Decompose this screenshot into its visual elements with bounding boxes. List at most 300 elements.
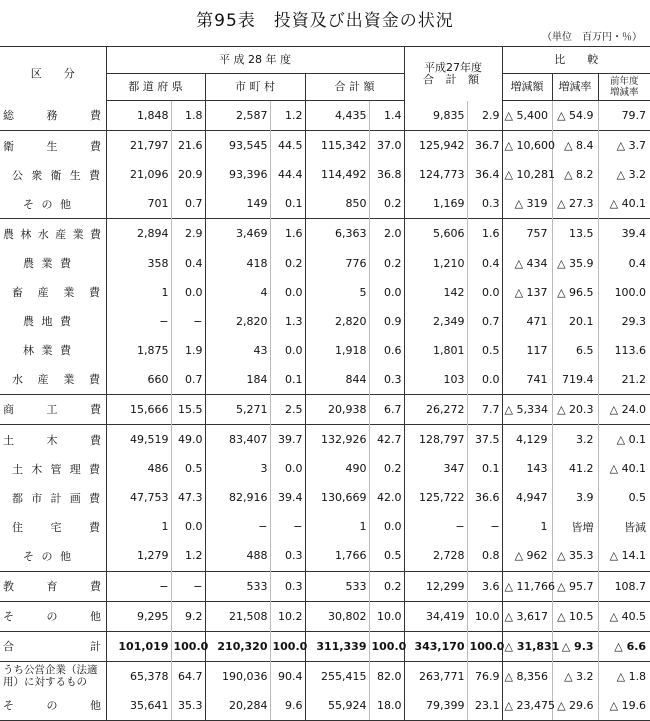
cell-value: 486 — [106, 454, 171, 483]
cell-value: △ 8.2 — [552, 160, 598, 189]
cell-value: 9,835 — [404, 101, 467, 131]
row-label-text: 都市計画費 — [12, 491, 100, 505]
table-header — [0, 47, 650, 101]
cell-value: 0.0 — [270, 336, 305, 365]
cell-value: △ 24.0 — [598, 394, 650, 424]
row-label — [0, 425, 106, 455]
cell-value: 42.0 — [369, 483, 404, 512]
cell-value: 20.1 — [552, 307, 598, 336]
cell-value: 1,210 — [404, 248, 467, 277]
cell-value: △ 8,356 — [502, 661, 552, 691]
cell-value: 0.2 — [369, 454, 404, 483]
row-label — [0, 131, 106, 161]
cell-value: △ 20.3 — [552, 394, 598, 424]
row-label-text: 住宅費 — [12, 520, 100, 534]
cell-value: − — [467, 512, 502, 541]
cell-value: 2,820 — [205, 307, 270, 336]
cell-value: 5 — [305, 278, 369, 307]
cell-value: 124,773 — [404, 160, 467, 189]
cell-value: 皆増 — [552, 512, 598, 541]
cell-value: 0.3 — [369, 365, 404, 395]
cell-value: 1.8 — [171, 101, 205, 131]
table-row — [0, 512, 650, 541]
row-label — [0, 571, 106, 601]
cell-value: 36.4 — [467, 160, 502, 189]
cell-value: △ 3.2 — [598, 160, 650, 189]
cell-value: 101,019 — [106, 631, 171, 661]
cell-value: 49,519 — [106, 425, 171, 455]
cell-value: 21.2 — [598, 365, 650, 395]
cell-value: 1.6 — [270, 219, 305, 249]
cell-value: 15.5 — [171, 394, 205, 424]
cell-value: 757 — [502, 219, 552, 249]
cell-value: 0.0 — [467, 278, 502, 307]
cell-value: 皆減 — [598, 512, 650, 541]
cell-value: △ 3.2 — [552, 661, 598, 691]
cell-value: 210,320 — [205, 631, 270, 661]
table-row — [0, 189, 650, 219]
cell-value: 3 — [205, 454, 270, 483]
cell-value: 6,363 — [305, 219, 369, 249]
table-row — [0, 454, 650, 483]
cell-value: 42.7 — [369, 425, 404, 455]
cell-value: 79.7 — [598, 101, 650, 131]
cell-value: 34,419 — [404, 601, 467, 631]
cell-value: 1 — [502, 512, 552, 541]
cell-value: △ 434 — [502, 248, 552, 277]
cell-value: 20,938 — [305, 394, 369, 424]
cell-value: 0.2 — [270, 248, 305, 277]
table-row — [0, 101, 650, 131]
cell-value: △ 27.3 — [552, 189, 598, 219]
row-label — [0, 160, 106, 189]
cell-value: 2.9 — [467, 101, 502, 131]
row-label — [0, 336, 106, 365]
table-body — [0, 101, 650, 721]
row-label — [0, 219, 106, 249]
cell-value: 3.9 — [552, 483, 598, 512]
cell-value: 41.2 — [552, 454, 598, 483]
cell-value: 533 — [305, 571, 369, 601]
cell-value: 82.0 — [369, 661, 404, 691]
cell-value: 0.0 — [171, 512, 205, 541]
cell-value: 26,272 — [404, 394, 467, 424]
cell-value: 35,641 — [106, 691, 171, 721]
cell-value: 82,916 — [205, 483, 270, 512]
cell-value: 0.5 — [467, 336, 502, 365]
cell-value: 0.2 — [369, 189, 404, 219]
cell-value: △ 29.6 — [552, 691, 598, 721]
cell-value: − — [106, 307, 171, 336]
row-label-text: 衛生費 — [3, 139, 101, 153]
row-label-text: 農業費 — [23, 257, 71, 271]
cell-value: △ 6.6 — [598, 631, 650, 661]
cell-value: 0.3 — [467, 189, 502, 219]
cell-value: 1,875 — [106, 336, 171, 365]
cell-value: 0.9 — [369, 307, 404, 336]
cell-value: 100.0 — [171, 631, 205, 661]
row-label — [0, 365, 106, 395]
cell-value: 125,722 — [404, 483, 467, 512]
cell-value: 125,942 — [404, 131, 467, 161]
cell-value: 1.3 — [270, 307, 305, 336]
cell-value: 132,926 — [305, 425, 369, 455]
cell-value: 190,036 — [205, 661, 270, 691]
cell-value: 36.8 — [369, 160, 404, 189]
cell-value: 93,545 — [205, 131, 270, 161]
row-label — [0, 394, 106, 424]
table-title: 第95表 投資及び出資金の状況 — [196, 11, 454, 31]
cell-value: 844 — [305, 365, 369, 395]
table-row — [0, 336, 650, 365]
cell-value: − — [171, 571, 205, 601]
row-label — [0, 512, 106, 541]
cell-value: 39.4 — [270, 483, 305, 512]
header-hikaku: 比 較 — [502, 47, 650, 74]
cell-value: △ 35.3 — [552, 541, 598, 571]
cell-value: 44.5 — [270, 131, 305, 161]
cell-value: 0.5 — [369, 541, 404, 571]
cell-value: 23.1 — [467, 691, 502, 721]
cell-value: 64.7 — [171, 661, 205, 691]
row-label — [0, 101, 106, 131]
table-row — [0, 394, 650, 424]
cell-value: 0.6 — [369, 336, 404, 365]
row-label-text: 畜産業費 — [12, 286, 100, 300]
row-label — [0, 248, 106, 277]
cell-value: 37.5 — [467, 425, 502, 455]
cell-value: △ 23,475 — [502, 691, 552, 721]
total-row — [0, 631, 650, 661]
table-row — [0, 365, 650, 395]
cell-value: 0.2 — [369, 571, 404, 601]
cell-value: △ 35.9 — [552, 248, 598, 277]
cell-value: △ 3.7 — [598, 131, 650, 161]
cell-value: 0.1 — [467, 454, 502, 483]
row-label-text: 土木管理費 — [12, 462, 100, 476]
row-label-text: うち公営企業（法適用）に対するもの — [3, 664, 98, 689]
row-label — [0, 189, 106, 219]
cell-value: 1,848 — [106, 101, 171, 131]
cell-value: 2.0 — [369, 219, 404, 249]
cell-value: 44.4 — [270, 160, 305, 189]
cell-value: △ 137 — [502, 278, 552, 307]
cell-value: 7.7 — [467, 394, 502, 424]
cell-value: 10.2 — [270, 601, 305, 631]
cell-value: 5,271 — [205, 394, 270, 424]
cell-value: 719.4 — [552, 365, 598, 395]
header-zogen-gaku: 増減額 — [502, 74, 552, 101]
cell-value: △ 319 — [502, 189, 552, 219]
row-label — [0, 691, 106, 721]
cell-value: 1.4 — [369, 101, 404, 131]
cell-value: 13.5 — [552, 219, 598, 249]
cell-value: 93,396 — [205, 160, 270, 189]
row-label-text: 総務費 — [3, 109, 101, 123]
cell-value: 43 — [205, 336, 270, 365]
cell-value: 0.3 — [270, 541, 305, 571]
cell-value: 21.6 — [171, 131, 205, 161]
table-row — [0, 160, 650, 189]
cell-value: △ 3,617 — [502, 601, 552, 631]
cell-value: 20,284 — [205, 691, 270, 721]
cell-value: 0.7 — [171, 365, 205, 395]
cell-value: 0.5 — [171, 454, 205, 483]
cell-value: 103 — [404, 365, 467, 395]
cell-value: 0.7 — [467, 307, 502, 336]
row-label — [0, 661, 106, 691]
cell-value: 1,801 — [404, 336, 467, 365]
cell-value: − — [171, 307, 205, 336]
cell-value: 184 — [205, 365, 270, 395]
table-row — [0, 131, 650, 161]
row-label — [0, 601, 106, 631]
row-label-text: 林業費 — [23, 344, 71, 358]
row-label — [0, 541, 106, 571]
cell-value: 1,169 — [404, 189, 467, 219]
cell-value: 1.2 — [270, 101, 305, 131]
header-prev-zogen-ritsu: 前年度 増減率 — [598, 74, 650, 101]
cell-value: 47.3 — [171, 483, 205, 512]
cell-value: 5,606 — [404, 219, 467, 249]
cell-value: 255,415 — [305, 661, 369, 691]
row-label — [0, 483, 106, 512]
cell-value: 9,295 — [106, 601, 171, 631]
cell-value: 3,469 — [205, 219, 270, 249]
unit-note: （単位 百万円・％） — [542, 32, 642, 43]
cell-value: 1 — [106, 278, 171, 307]
cell-value: 79,399 — [404, 691, 467, 721]
cell-value: 4,435 — [305, 101, 369, 131]
cell-value: 142 — [404, 278, 467, 307]
cell-value: 0.4 — [467, 248, 502, 277]
cell-value: 311,339 — [305, 631, 369, 661]
cell-value: 263,771 — [404, 661, 467, 691]
table-row — [0, 691, 650, 721]
cell-value: 47,753 — [106, 483, 171, 512]
cell-value: △ 1.8 — [598, 661, 650, 691]
cell-value: 6.5 — [552, 336, 598, 365]
row-label-text: 水産業費 — [12, 373, 100, 387]
cell-value: △ 40.1 — [598, 189, 650, 219]
cell-value: 76.9 — [467, 661, 502, 691]
cell-value: 0.0 — [171, 278, 205, 307]
cell-value: 6.7 — [369, 394, 404, 424]
cell-value: 0.4 — [598, 248, 650, 277]
cell-value: 0.1 — [270, 189, 305, 219]
row-label-text: 教育費 — [3, 580, 101, 594]
cell-value: 1,766 — [305, 541, 369, 571]
cell-value: 3.6 — [467, 571, 502, 601]
table-row — [0, 483, 650, 512]
row-label-text: 農林水産業費 — [3, 227, 101, 241]
row-label — [0, 454, 106, 483]
cell-value: △ 14.1 — [598, 541, 650, 571]
cell-value: △ 95.7 — [552, 571, 598, 601]
row-label — [0, 307, 106, 336]
cell-value: 90.4 — [270, 661, 305, 691]
cell-value: 1.9 — [171, 336, 205, 365]
table-row — [0, 278, 650, 307]
cell-value: 2,728 — [404, 541, 467, 571]
cell-value: 0.0 — [270, 278, 305, 307]
cell-value: 39.4 — [598, 219, 650, 249]
table-row — [0, 601, 650, 631]
cell-value: 0.0 — [467, 365, 502, 395]
cell-value: 39.7 — [270, 425, 305, 455]
cell-value: 21,096 — [106, 160, 171, 189]
cell-value: 4,947 — [502, 483, 552, 512]
header-kubun: 区 分 — [0, 47, 106, 101]
cell-value: 10.0 — [467, 601, 502, 631]
cell-value: 36.6 — [467, 483, 502, 512]
cell-value: 0.4 — [171, 248, 205, 277]
cell-value: 30,802 — [305, 601, 369, 631]
cell-value: 65,378 — [106, 661, 171, 691]
cell-value: △ 5,400 — [502, 101, 552, 131]
cell-value: 20.9 — [171, 160, 205, 189]
cell-value: △ 40.1 — [598, 454, 650, 483]
cell-value: 128,797 — [404, 425, 467, 455]
cell-value: △ 11,766 — [502, 571, 552, 601]
cell-value: 533 — [205, 571, 270, 601]
cell-value: 55,924 — [305, 691, 369, 721]
row-label-text: 農地費 — [23, 315, 71, 329]
cell-value: 18.0 — [369, 691, 404, 721]
cell-value: 3.2 — [552, 425, 598, 455]
cell-value: 100.0 — [369, 631, 404, 661]
cell-value: 1 — [106, 512, 171, 541]
cell-value: 1 — [305, 512, 369, 541]
header-h27-total: 平成27年度 合 計 額 — [404, 47, 502, 101]
cell-value: 358 — [106, 248, 171, 277]
cell-value: △ 10.5 — [552, 601, 598, 631]
cell-value: 0.2 — [369, 248, 404, 277]
cell-value: 418 — [205, 248, 270, 277]
cell-value: 347 — [404, 454, 467, 483]
cell-value: △ 0.1 — [598, 425, 650, 455]
cell-value: △ 19.6 — [598, 691, 650, 721]
row-label — [0, 631, 106, 661]
cell-value: 0.1 — [270, 365, 305, 395]
header-gokei-gaku: 合 計 額 — [305, 74, 404, 101]
header-h28: 平 成 28 年 度 — [106, 47, 404, 74]
cell-value: 2.5 — [270, 394, 305, 424]
header-zogen-ritsu: 増減率 — [552, 74, 598, 101]
cell-value: 49.0 — [171, 425, 205, 455]
row-label-text: 土木費 — [3, 433, 101, 447]
table-row — [0, 219, 650, 249]
cell-value: 1,918 — [305, 336, 369, 365]
cell-value: 471 — [502, 307, 552, 336]
cell-value: 0.0 — [369, 278, 404, 307]
cell-value: 100.0 — [270, 631, 305, 661]
cell-value: 0.0 — [369, 512, 404, 541]
cell-value: 29.3 — [598, 307, 650, 336]
table-row — [0, 661, 650, 691]
row-label-text: 合計 — [3, 640, 101, 654]
cell-value: △ 10,600 — [502, 131, 552, 161]
table-row — [0, 571, 650, 601]
cell-value: 113.6 — [598, 336, 650, 365]
cell-value: 143 — [502, 454, 552, 483]
cell-value: 2,894 — [106, 219, 171, 249]
cell-value: 1.6 — [467, 219, 502, 249]
cell-value: △ 54.9 — [552, 101, 598, 131]
cell-value: 100.0 — [598, 278, 650, 307]
cell-value: 12,299 — [404, 571, 467, 601]
cell-value: △ 8.4 — [552, 131, 598, 161]
table-row — [0, 541, 650, 571]
cell-value: − — [106, 571, 171, 601]
header-todofuken: 都 道 府 県 — [106, 74, 205, 101]
cell-value: 2,587 — [205, 101, 270, 131]
cell-value: 2,820 — [305, 307, 369, 336]
cell-value: 21,797 — [106, 131, 171, 161]
cell-value: △ 962 — [502, 541, 552, 571]
cell-value: 117 — [502, 336, 552, 365]
cell-value: 0.5 — [598, 483, 650, 512]
cell-value: 0.8 — [467, 541, 502, 571]
cell-value: − — [270, 512, 305, 541]
cell-value: 850 — [305, 189, 369, 219]
row-label-text: その他 — [23, 197, 71, 211]
cell-value: 343,170 — [404, 631, 467, 661]
cell-value: 776 — [305, 248, 369, 277]
cell-value: 21,508 — [205, 601, 270, 631]
cell-value: 9.2 — [171, 601, 205, 631]
investment-table — [0, 46, 650, 721]
cell-value: 2.9 — [171, 219, 205, 249]
header-shichoson: 市 町 村 — [205, 74, 305, 101]
cell-value: 83,407 — [205, 425, 270, 455]
cell-value: △ 96.5 — [552, 278, 598, 307]
cell-value: 130,669 — [305, 483, 369, 512]
cell-value: △ 9.3 — [552, 631, 598, 661]
cell-value: − — [404, 512, 467, 541]
cell-value: 0.7 — [171, 189, 205, 219]
cell-value: 488 — [205, 541, 270, 571]
cell-value: 4 — [205, 278, 270, 307]
cell-value: 0.3 — [270, 571, 305, 601]
cell-value: 114,492 — [305, 160, 369, 189]
row-label-text: その他 — [3, 699, 101, 713]
cell-value: 660 — [106, 365, 171, 395]
cell-value: 115,342 — [305, 131, 369, 161]
cell-value: △ 31,831 — [502, 631, 552, 661]
table-row — [0, 307, 650, 336]
cell-value: 36.7 — [467, 131, 502, 161]
cell-value: 2,349 — [404, 307, 467, 336]
row-label — [0, 278, 106, 307]
cell-value: △ 10,281 — [502, 160, 552, 189]
cell-value: 4,129 — [502, 425, 552, 455]
cell-value: 149 — [205, 189, 270, 219]
cell-value: △ 5,334 — [502, 394, 552, 424]
row-label-text: その他 — [3, 610, 101, 624]
cell-value: 0.0 — [270, 454, 305, 483]
cell-value: 490 — [305, 454, 369, 483]
cell-value: 15,666 — [106, 394, 171, 424]
table-row — [0, 248, 650, 277]
cell-value: 9.6 — [270, 691, 305, 721]
cell-value: △ 40.5 — [598, 601, 650, 631]
cell-value: 35.3 — [171, 691, 205, 721]
table-row — [0, 425, 650, 455]
cell-value: 1.2 — [171, 541, 205, 571]
cell-value: 108.7 — [598, 571, 650, 601]
row-label-text: その他 — [23, 549, 71, 563]
